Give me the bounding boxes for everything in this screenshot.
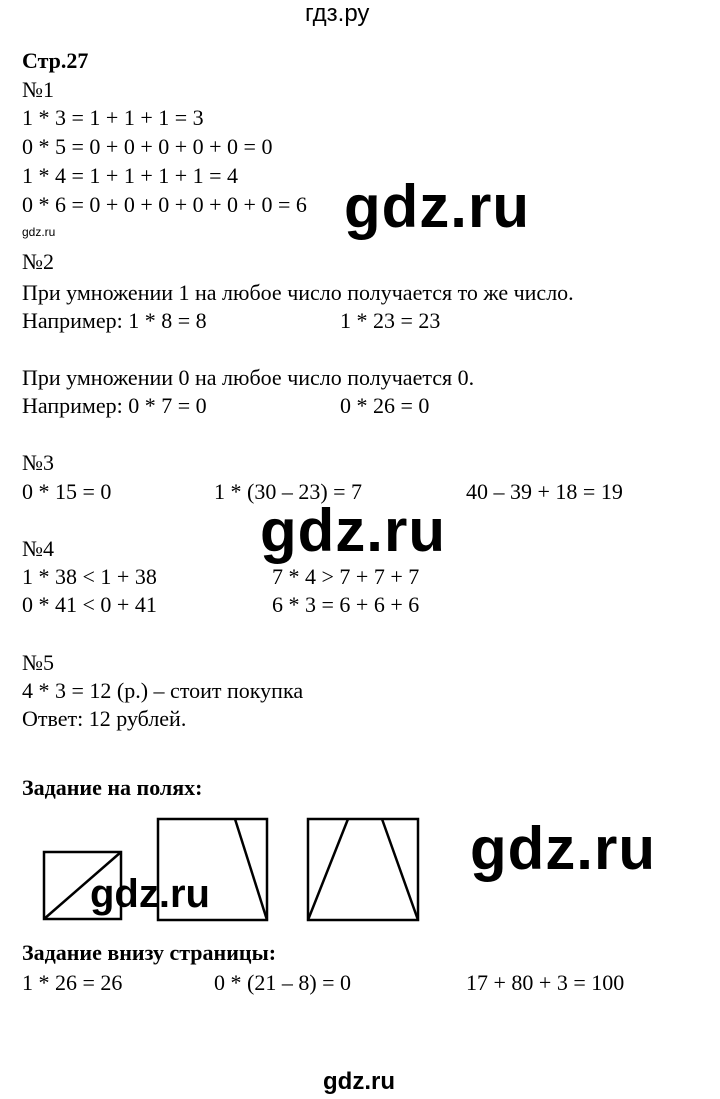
- watermark-small: gdz.ru: [22, 225, 56, 239]
- task1-line-2: 0 * 5 = 0 + 0 + 0 + 0 + 0 = 0: [22, 134, 273, 159]
- task2-example-2b: 0 * 26 = 0: [340, 393, 430, 418]
- bottom-task-item-1: 1 * 26 = 26: [22, 970, 123, 995]
- task2-rule-2: При умножении 0 на любое число получается 0.: [22, 365, 475, 390]
- task1-label: №1: [22, 77, 54, 102]
- page-title: Стр.27: [22, 48, 89, 73]
- task2-label: №2: [22, 249, 54, 274]
- task1-line-1: 1 * 3 = 1 + 1 + 1 = 3: [22, 105, 204, 130]
- task5-label: №5: [22, 650, 54, 675]
- task3-item-2: 1 * (30 – 23) = 7: [214, 479, 363, 504]
- figure-rectangle-trapezoid: [306, 817, 421, 923]
- watermark-big-3: gdz.ru: [470, 815, 656, 882]
- task2-example-1a: Например: 1 * 8 = 8: [22, 308, 207, 333]
- top-watermark: гдз.ру: [305, 0, 370, 27]
- watermark-big-1: gdz.ru: [344, 173, 530, 240]
- task4-item-3: 0 * 41 < 0 + 41: [22, 592, 157, 617]
- bottom-task-item-3: 17 + 80 + 3 = 100: [466, 970, 625, 995]
- task1-line-3: 1 * 4 = 1 + 1 + 1 + 1 = 4: [22, 163, 239, 188]
- watermark-mid: gdz.ru: [90, 872, 210, 916]
- task1-line-4: 0 * 6 = 0 + 0 + 0 + 0 + 0 + 0 = 6: [22, 192, 307, 217]
- bottom-task-heading: Задание внизу страницы:: [22, 940, 277, 965]
- task4-label: №4: [22, 536, 54, 561]
- task4-item-4: 6 * 3 = 6 + 6 + 6: [272, 592, 420, 617]
- task3-item-1: 0 * 15 = 0: [22, 479, 112, 504]
- task2-example-2a: Например: 0 * 7 = 0: [22, 393, 207, 418]
- watermark-big-2: gdz.ru: [260, 497, 446, 564]
- margin-task-heading: Задание на полях:: [22, 775, 203, 800]
- task2-rule-1: При умножении 1 на любое число получается то же число.: [22, 280, 574, 305]
- bottom-task-item-2: 0 * (21 – 8) = 0: [214, 970, 352, 995]
- task3-label: №3: [22, 450, 54, 475]
- task2-example-1b: 1 * 23 = 23: [340, 308, 441, 333]
- task5-solution: 4 * 3 = 12 (р.) – стоит покупка: [22, 678, 304, 703]
- task5-answer: Ответ: 12 рублей.: [22, 706, 187, 731]
- task3-item-3: 40 – 39 + 18 = 19: [466, 479, 623, 504]
- bottom-watermark: gdz.ru: [323, 1068, 395, 1095]
- task4-item-1: 1 * 38 < 1 + 38: [22, 564, 157, 589]
- task4-item-2: 7 * 4 > 7 + 7 + 7: [272, 564, 420, 589]
